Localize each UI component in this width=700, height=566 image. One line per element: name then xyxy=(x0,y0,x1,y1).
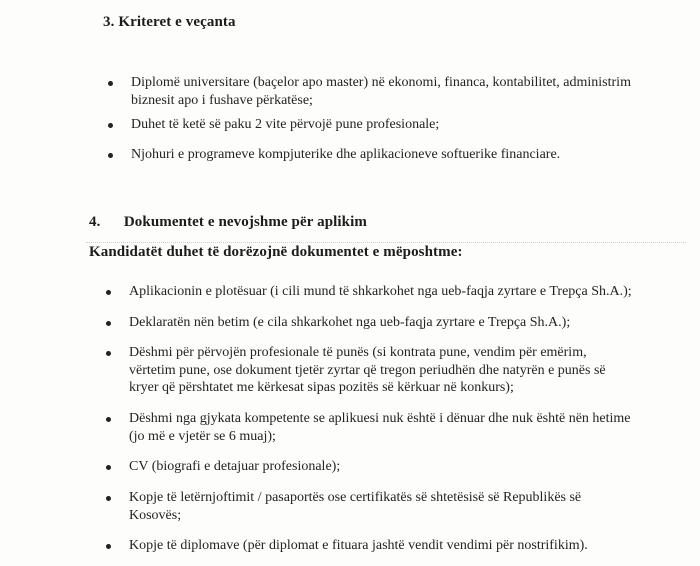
list-item-text: CV (biografi e detajuar profesionale); xyxy=(129,459,341,474)
bullet-icon xyxy=(108,81,113,86)
list-item xyxy=(129,283,664,301)
section-4-number: 4. xyxy=(89,214,101,230)
section-4-heading xyxy=(89,214,367,231)
section-4-subtitle: Kandidatët duhet të dorëzojnë dokumentet e mëposhtme: xyxy=(89,244,463,260)
list-item-text: Aplikacionin e plotësuar (i cili mund të shkarkohet nga ueb-faqja zyrtare e Trepça Sh.A.); xyxy=(129,284,632,299)
list-item xyxy=(129,489,599,524)
divider xyxy=(86,242,686,243)
list-item-text: Deklaratën nën betim (e cila shkarkohet nga ueb-faqja zyrtare e Trepça Sh.A.); xyxy=(129,315,571,330)
list-item xyxy=(129,344,621,397)
list-item xyxy=(131,116,651,134)
bullet-icon xyxy=(106,290,111,295)
section-3-title: Kriteret e veçanta xyxy=(118,14,236,30)
list-item xyxy=(129,458,649,476)
bullet-icon xyxy=(108,153,113,158)
list-item xyxy=(131,146,651,164)
list-item-text: Dëshmi nga gjykata kompetente se aplikuesi nuk është i dënuar dhe nuk është nën hetime (jo më e vjetër se 6 muaj); xyxy=(129,411,631,444)
list-item-text: Kopje të diplomave (për diplomat e fituara jashtë vendit vendimi për nostrifikim). xyxy=(129,538,588,553)
bullet-icon xyxy=(106,496,111,501)
section-3-heading xyxy=(103,14,236,31)
bullet-icon xyxy=(106,417,111,422)
bullet-icon xyxy=(106,351,111,356)
list-item-text: Diplomë universitare (baçelor apo master) në ekonomi, financa, kontabilitet, administrim biznesit apo i fushave përkatëse; xyxy=(131,75,631,108)
list-item xyxy=(129,537,669,555)
list-item xyxy=(129,410,649,445)
bullet-icon xyxy=(106,544,111,549)
bullet-icon xyxy=(108,123,113,128)
list-item-text: Kopje të letërnjoftimit / pasaportës ose certifikatës së shtetësisë së Republikës së Kosovës; xyxy=(129,490,582,523)
bullet-icon xyxy=(106,465,111,470)
list-item-text: Njohuri e programeve kompjuterike dhe aplikacioneve softuerike financiare. xyxy=(131,147,561,162)
list-item-text: Duhet të ketë së paku 2 vite përvojë pune profesionale; xyxy=(131,117,440,132)
list-item-text: Dëshmi për përvojën profesionale të punës (si kontrata pune, vendim për emërim, vërtetim pune, ose dokument tjetër zyrtar që tregon periudhën dhe natyrën e punës së kryer që përshtatet me kërkesat sipas pozitës së kërkuar në konkurs); xyxy=(129,345,606,395)
section-4-title: Dokumentet e nevojshme për aplikim xyxy=(123,214,367,230)
bullet-icon xyxy=(106,321,111,326)
list-item xyxy=(129,314,664,332)
list-item xyxy=(131,74,651,109)
section-3-number: 3. xyxy=(103,14,115,30)
